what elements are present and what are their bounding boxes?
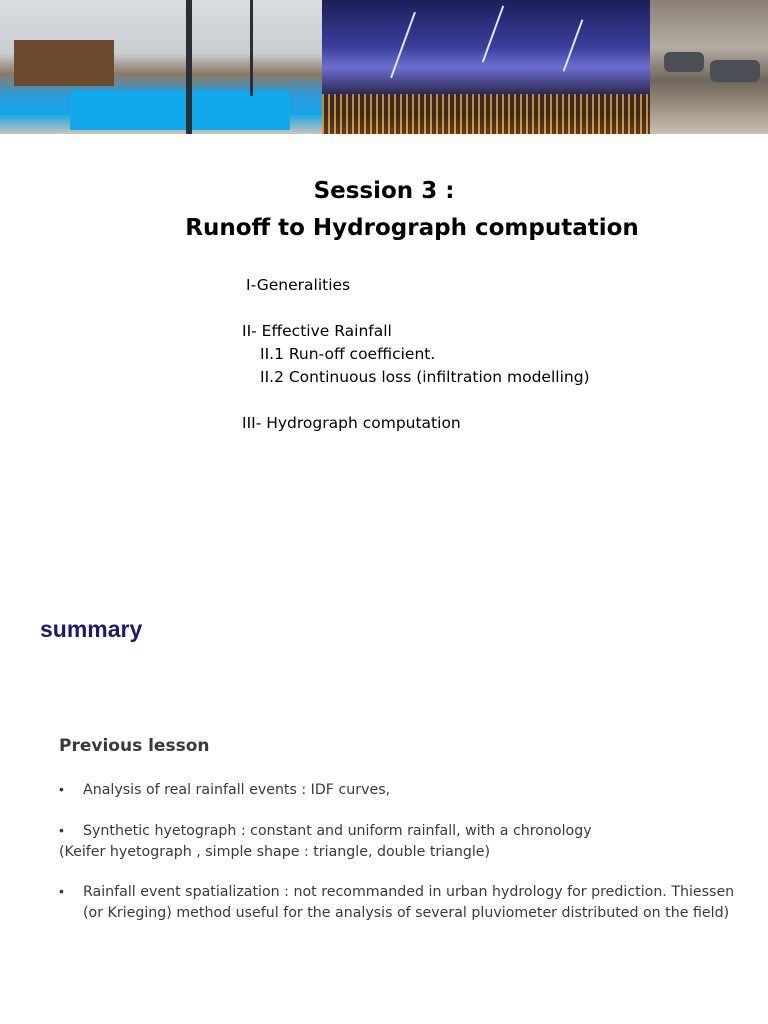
car-shape	[664, 52, 704, 72]
outline-item: I-Generalities	[246, 276, 351, 294]
previous-lesson-heading: Previous lesson	[59, 736, 210, 756]
session-subtitle: Runoff to Hydrograph computation	[185, 215, 639, 241]
outline-subitem: II.1 Run-off coefficient.	[260, 345, 436, 363]
session-title: Session 3 :	[313, 178, 455, 204]
storm-city-photo	[322, 0, 650, 134]
building-shape	[14, 40, 114, 86]
lightning-shape	[390, 12, 416, 78]
flooded-street-photo	[650, 0, 768, 134]
bullet-text: Rainfall event spatialization : not recommanded in urban hydrology for prediction. Thiessen	[83, 884, 735, 900]
lamp-post-shape	[250, 0, 253, 96]
outline-subitem: II.2 Continuous loss (infiltration modelling)	[260, 368, 590, 386]
lightning-shape	[482, 5, 504, 62]
water-basin-shape	[70, 90, 290, 130]
car-shape	[710, 60, 760, 82]
bullet-icon: •	[59, 883, 64, 899]
city-lights-shape	[322, 94, 650, 134]
bullet-icon: •	[59, 781, 64, 797]
bullet-icon: •	[59, 822, 64, 838]
lightning-shape	[563, 19, 584, 71]
bullet-text: Synthetic hyetograph : constant and uniform rainfall, with a chronology	[83, 823, 592, 839]
summary-heading: summary	[40, 616, 143, 642]
bullet-text-continuation: (or Krieging) method useful for the analysis of several pluviometer distributed on the field)	[83, 905, 730, 921]
bullet-text-continuation: (Keifer hyetograph , simple shape : triangle, double triangle)	[59, 844, 491, 860]
header-banner	[0, 0, 768, 134]
bullet-text: Analysis of real rainfall events : IDF curves,	[83, 782, 391, 798]
urban-plaza-photo	[0, 0, 322, 134]
outline-item: III- Hydrograph computation	[242, 414, 461, 432]
outline-item: II- Effective Rainfall	[242, 322, 392, 340]
lamp-post-shape	[186, 0, 192, 134]
